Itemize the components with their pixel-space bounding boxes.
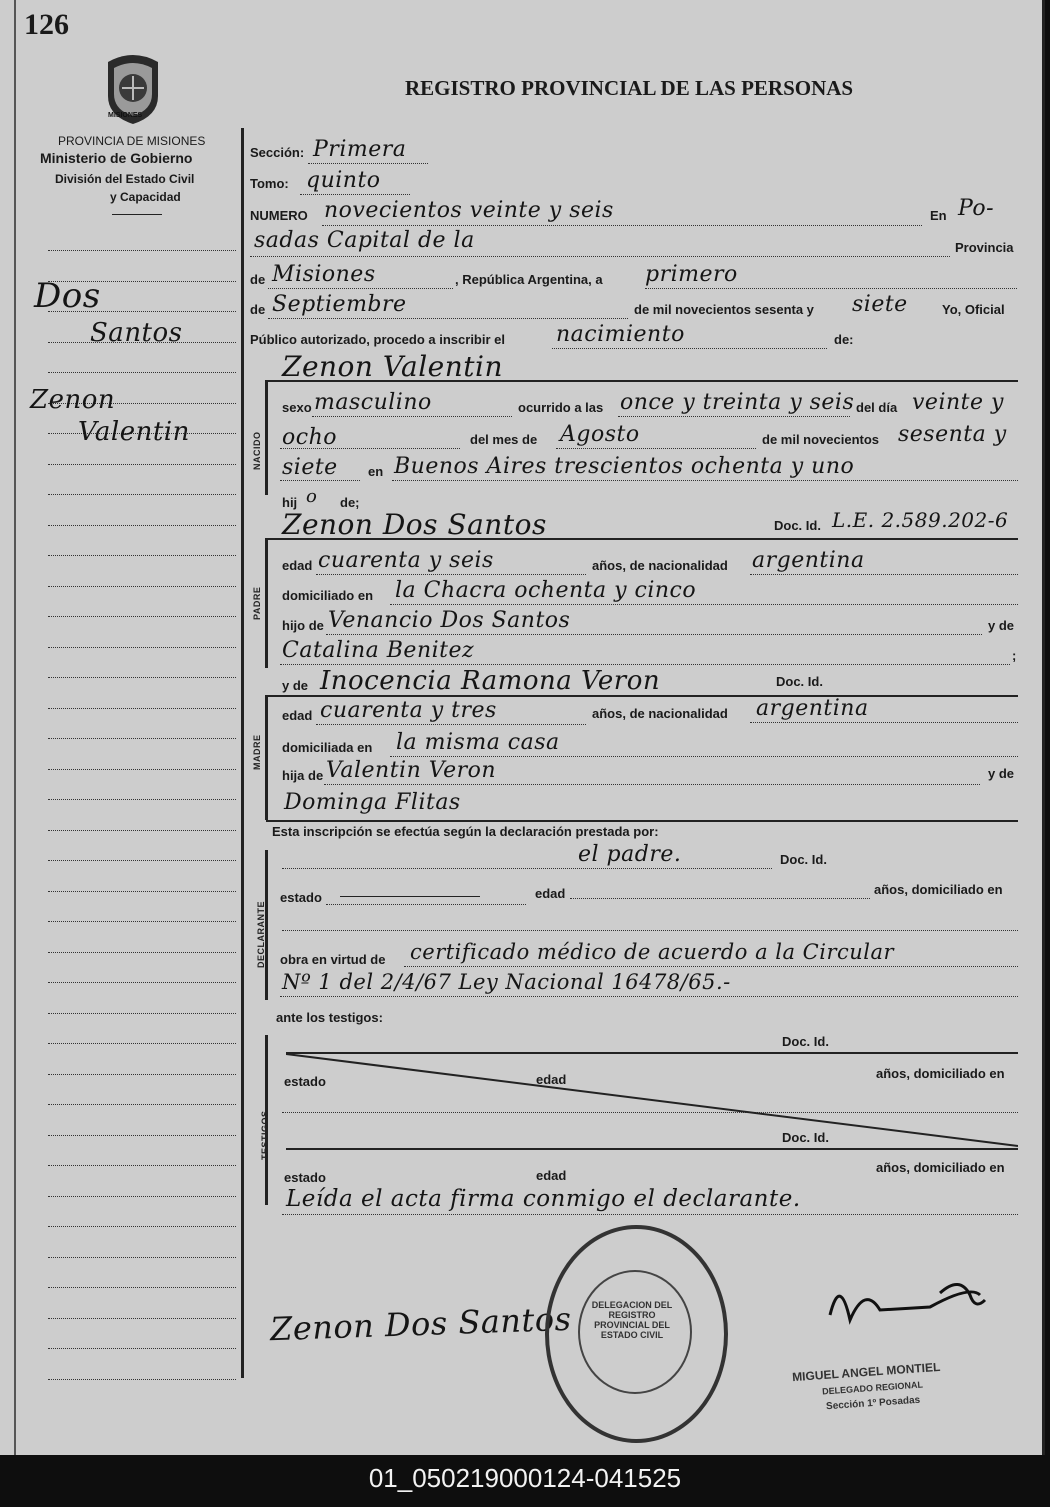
madre-domicilio-label: domiciliada en bbox=[282, 740, 373, 755]
margin-rule bbox=[48, 677, 236, 678]
padre-domicilio-label: domiciliado en bbox=[282, 588, 374, 603]
margin-rule bbox=[48, 1165, 236, 1166]
testigos-section-label: TESTIGOS bbox=[260, 1110, 270, 1160]
margin-rule bbox=[48, 464, 236, 465]
margin-rule bbox=[48, 921, 236, 922]
margin-rule bbox=[48, 1348, 236, 1349]
del-dia-label: del día bbox=[856, 400, 898, 415]
hora-value: once y treinta y seis bbox=[620, 390, 855, 415]
nacido-en-label: en bbox=[368, 464, 384, 479]
padre-domicilio-value: la Chacra ochenta y cinco bbox=[395, 578, 697, 603]
margin-rule bbox=[48, 1043, 236, 1044]
padre-nombre: Zenon Dos Santos bbox=[282, 508, 547, 541]
tomo-value: quinto bbox=[306, 168, 381, 193]
sexo-label: sexo bbox=[282, 400, 312, 415]
de3-label: de: bbox=[834, 332, 854, 347]
margin-surname-2: Santos bbox=[90, 318, 183, 348]
margin-rule bbox=[48, 738, 236, 739]
issuer-ministry: Ministerio de Gobierno bbox=[40, 150, 193, 166]
padre-nacionalidad: argentina bbox=[752, 548, 865, 573]
testigo1-anios-label: años, domiciliado en bbox=[876, 1066, 1005, 1081]
margin-surname-1: Dos bbox=[34, 276, 101, 316]
margin-rule bbox=[48, 1226, 236, 1227]
en-value-a: Po- bbox=[958, 196, 995, 221]
mes-value: Septiembre bbox=[272, 292, 407, 317]
madre-anios-label: años, de nacionalidad bbox=[592, 706, 728, 721]
de2-label: de bbox=[250, 302, 266, 317]
margin-rule bbox=[48, 494, 236, 495]
hijo-de-label: de; bbox=[340, 495, 360, 510]
padre-edad-label: edad bbox=[282, 558, 313, 573]
madre-nacionalidad: argentina bbox=[756, 696, 869, 721]
oficial-name-stamp: MIGUEL ANGEL MONTIEL bbox=[791, 1359, 941, 1385]
testigos-cancel-stroke bbox=[286, 1052, 1018, 1148]
margin-given-2: Valentin bbox=[78, 417, 190, 447]
republica-label: , República Argentina, a bbox=[455, 272, 603, 287]
margin-rule bbox=[48, 1074, 236, 1075]
margin-rule bbox=[48, 1379, 236, 1380]
testigo2-anios-label: años, domiciliado en bbox=[876, 1160, 1005, 1175]
issuer-capacity: y Capacidad bbox=[110, 190, 181, 204]
oficial-section-stamp: Sección 1º Posadas bbox=[825, 1394, 921, 1413]
margin-rule bbox=[48, 769, 236, 770]
declarante-signature: Zenon Dos Santos bbox=[269, 1299, 573, 1349]
de-label: de bbox=[250, 272, 266, 287]
margin-rule bbox=[48, 525, 236, 526]
madre-nombre: Inocencia Ramona Veron bbox=[320, 666, 661, 696]
madre-doc-label: Doc. Id. bbox=[776, 674, 823, 689]
closing-text: Leída el acta firma conmigo el declarante. bbox=[286, 1186, 801, 1212]
declarante-nombre: el padre. bbox=[578, 842, 682, 867]
hijo-label: hij bbox=[282, 495, 298, 510]
declarante-section-label: DECLARANTE bbox=[256, 901, 266, 968]
margin-rule bbox=[48, 1257, 236, 1258]
padre-bracket bbox=[265, 538, 268, 668]
acto-value: nacimiento bbox=[556, 322, 685, 347]
testigo1-edad-label: edad bbox=[536, 1072, 567, 1087]
issuer-province: PROVINCIA DE MISIONES bbox=[58, 134, 206, 148]
margin-rule bbox=[48, 1318, 236, 1319]
nacido-mes-value: Agosto bbox=[560, 422, 640, 447]
padre-de-padre: Venancio Dos Santos bbox=[328, 608, 571, 633]
nacido-nombre: Zenon Valentin bbox=[282, 350, 503, 383]
testigo1-doc-label: Doc. Id. bbox=[782, 1034, 829, 1049]
sexo-value: masculino bbox=[314, 390, 432, 415]
padre-de-madre: Valentin Veron bbox=[326, 758, 497, 783]
page-number: 126 bbox=[24, 8, 69, 41]
declarante-intro: Esta inscripción se efectúa según la declaración prestada por: bbox=[272, 824, 659, 839]
tomo-label: Tomo: bbox=[250, 176, 289, 191]
oficial-signature-stroke bbox=[820, 1265, 1000, 1345]
declarante-estado-label: estado bbox=[280, 890, 322, 905]
provincia-value: Misiones bbox=[272, 262, 376, 287]
seccion-value: Primera bbox=[313, 137, 407, 162]
margin-rule bbox=[48, 616, 236, 617]
left-vertical-rule bbox=[241, 128, 244, 1378]
declarante-doc-label: Doc. Id. bbox=[780, 852, 827, 867]
padre-doc-label: Doc. Id. bbox=[774, 518, 821, 533]
scan-footer-code: 01_050219000124-041525 bbox=[0, 1458, 1050, 1507]
margin-rule bbox=[48, 799, 236, 800]
margin-rule bbox=[48, 372, 236, 373]
padre-hijo-de-label: hijo de bbox=[282, 618, 324, 633]
issuer-division: División del Estado Civil bbox=[55, 172, 195, 186]
margin-rule bbox=[48, 860, 236, 861]
margin-rule bbox=[48, 891, 236, 892]
margin-given-1: Zenon bbox=[30, 385, 116, 415]
numero-label: NUMERO bbox=[250, 208, 308, 223]
obra-value-a: certificado médico de acuerdo a la Circular bbox=[410, 940, 895, 964]
nacido-anio-a: sesenta y bbox=[898, 422, 1007, 447]
declarante-anios-label: años, domiciliado en bbox=[874, 882, 1003, 897]
margin-rule bbox=[48, 830, 236, 831]
seal-text: DELEGACION DEL REGISTRO PROVINCIAL DEL ESTADO CIVIL bbox=[591, 1300, 673, 1340]
hijo-suffix: o bbox=[306, 486, 318, 507]
seccion-label: Sección: bbox=[250, 145, 305, 160]
anio-label: de mil novecientos sesenta y bbox=[634, 302, 814, 317]
padre-semicolon: ; bbox=[1012, 648, 1017, 663]
lugar-value: Buenos Aires trescientos ochenta y uno bbox=[394, 454, 855, 479]
madre-domicilio-value: la misma casa bbox=[396, 730, 560, 755]
nacido-section-label: NACIDO bbox=[252, 431, 262, 470]
publico-label: Público autorizado, procedo a inscribir el bbox=[250, 332, 505, 347]
madre-y-de2-label: y de bbox=[988, 766, 1015, 781]
margin-rule bbox=[48, 1135, 236, 1136]
en-value-b: sadas Capital de la bbox=[254, 228, 475, 253]
madre-bracket bbox=[265, 695, 268, 820]
nacido-bracket bbox=[265, 380, 268, 495]
binding-margin bbox=[14, 0, 16, 1455]
testigo2-doc-label: Doc. Id. bbox=[782, 1130, 829, 1145]
margin-rule bbox=[48, 555, 236, 556]
padre-y-de-label: y de bbox=[988, 618, 1015, 633]
madre-edad-label: edad bbox=[282, 708, 313, 723]
testigo1-estado-label: estado bbox=[284, 1074, 326, 1089]
madre-de-madre: Dominga Flitas bbox=[284, 790, 461, 815]
oficial-label: Yo, Oficial bbox=[942, 302, 1005, 317]
testigo2-estado-label: estado bbox=[284, 1170, 326, 1185]
declarante-edad-label: edad bbox=[535, 886, 566, 901]
provincia-label: Provincia bbox=[955, 240, 1014, 255]
padre-doc-value: L.E. 2.589.202-6 bbox=[832, 508, 1009, 532]
anio-value: siete bbox=[852, 292, 908, 317]
madre-hija-de-label: hija de bbox=[282, 768, 324, 783]
testigos-intro: ante los testigos: bbox=[276, 1010, 383, 1025]
padre-anios-label: años, de nacionalidad bbox=[592, 558, 728, 573]
numero-value: novecientos veinte y seis bbox=[324, 198, 614, 223]
dia-value: primero bbox=[645, 262, 738, 287]
madre-y-de-label: y de bbox=[282, 678, 309, 693]
padre-section-label: PADRE bbox=[252, 586, 262, 620]
margin-rule bbox=[48, 586, 236, 587]
crest-label: MISIONES bbox=[108, 112, 143, 119]
obra-label: obra en virtud de bbox=[280, 952, 386, 967]
margin-rule bbox=[48, 982, 236, 983]
madre-de-padre: Catalina Benitez bbox=[282, 638, 475, 663]
document-title: REGISTRO PROVINCIAL DE LAS PERSONAS bbox=[405, 76, 854, 100]
obra-value-b: Nº 1 del 2/4/67 Ley Nacional 16478/65.- bbox=[282, 970, 731, 994]
margin-rule bbox=[48, 647, 236, 648]
padre-edad-value: cuarenta y seis bbox=[318, 548, 494, 573]
margin-rule bbox=[48, 1104, 236, 1105]
dia-value-a: veinte y bbox=[912, 390, 1004, 415]
madre-section-label: MADRE bbox=[252, 734, 262, 770]
margin-rule bbox=[48, 1013, 236, 1014]
dia-value-b: ocho bbox=[282, 425, 337, 450]
margin-rule bbox=[48, 952, 236, 953]
mes-label: del mes de bbox=[470, 432, 538, 447]
testigo2-edad-label: edad bbox=[536, 1168, 567, 1183]
margin-rule bbox=[48, 708, 236, 709]
ocurrido-label: ocurrido a las bbox=[518, 400, 604, 415]
margin-rule bbox=[48, 1196, 236, 1197]
margin-rule bbox=[48, 1287, 236, 1288]
nacido-anio-b: siete bbox=[282, 455, 338, 480]
en-label: En bbox=[930, 208, 947, 223]
issuer-underline bbox=[112, 214, 162, 215]
madre-edad-value: cuarenta y tres bbox=[320, 698, 497, 723]
oficial-role-stamp: DELEGADO REGIONAL bbox=[821, 1379, 924, 1397]
mil-label: de mil novecientos bbox=[762, 432, 880, 447]
margin-rule bbox=[48, 250, 236, 251]
